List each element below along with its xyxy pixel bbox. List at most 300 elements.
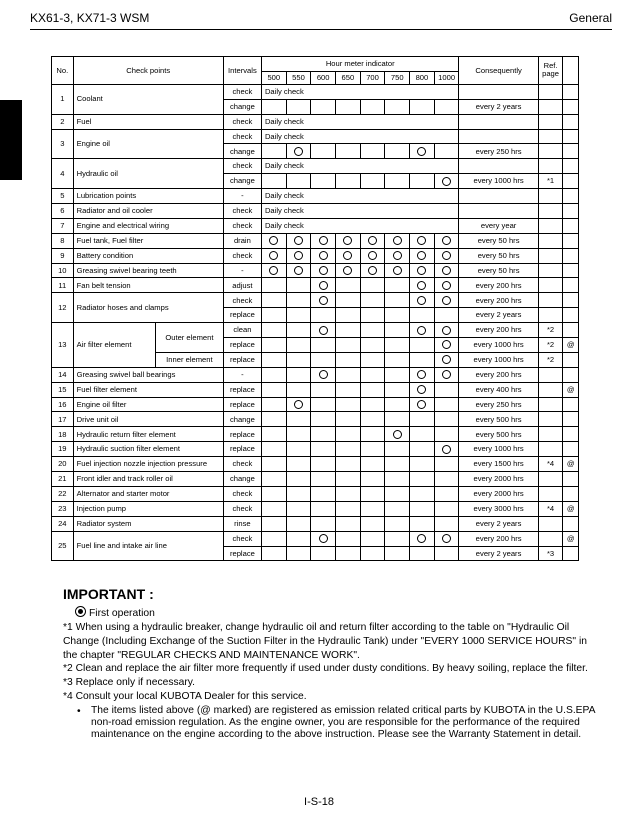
- maintenance-circle-icon: [417, 296, 426, 305]
- hour-slot-cell: [261, 323, 286, 338]
- hour-slot-cell: [311, 546, 336, 561]
- maintenance-circle-icon: [442, 326, 451, 335]
- hour-slot-cell: [410, 248, 435, 263]
- check-point: Fuel injection nozzle injection pressure: [73, 457, 223, 472]
- emission-mark-cell: [563, 412, 579, 427]
- row-number: 23: [52, 501, 74, 516]
- hour-slot-cell: [385, 457, 410, 472]
- hour-slot-cell: [336, 442, 361, 457]
- table-row: [52, 427, 579, 442]
- ref-page-cell: *4: [538, 457, 563, 472]
- hour-slot-cell: [434, 174, 459, 189]
- maintenance-circle-icon: [442, 266, 451, 275]
- emission-mark-cell: [563, 114, 579, 129]
- hour-slot-cell: [410, 486, 435, 501]
- daily-check-cell: Daily check: [261, 84, 459, 99]
- hour-slot-cell: [434, 352, 459, 367]
- page-header: [30, 9, 612, 30]
- hour-slot-cell: [261, 501, 286, 516]
- maintenance-circle-icon: [417, 281, 426, 290]
- consequently-cell: every year: [459, 218, 538, 233]
- hour-slot-cell: [410, 382, 435, 397]
- hour-slot-cell: [360, 501, 385, 516]
- hour-slot-cell: [311, 323, 336, 338]
- check-point: Engine oil filter: [73, 397, 223, 412]
- maintenance-circle-icon: [417, 266, 426, 275]
- maintenance-circle-icon: [368, 251, 377, 260]
- interval-cell: check: [223, 531, 261, 546]
- maintenance-circle-icon: [417, 370, 426, 379]
- hour-slot-cell: [286, 427, 311, 442]
- hour-slot-cell: [385, 248, 410, 263]
- interval-cell: -: [223, 189, 261, 204]
- hour-slot-cell: [434, 308, 459, 323]
- hour-slot-cell: [286, 323, 311, 338]
- emission-mark-cell: [563, 99, 579, 114]
- consequently-cell: every 250 hrs: [459, 144, 538, 159]
- interval-cell: check: [223, 129, 261, 144]
- interval-cell: check: [223, 204, 261, 219]
- table-row: [52, 412, 579, 427]
- ref-page-cell: [538, 308, 563, 323]
- hour-slot-cell: [360, 352, 385, 367]
- interval-cell: change: [223, 472, 261, 487]
- emission-mark-cell: @: [563, 382, 579, 397]
- consequently-cell: [459, 84, 538, 99]
- emission-mark-cell: @: [563, 338, 579, 353]
- ref-page-cell: [538, 159, 563, 174]
- ref-page-cell: [538, 531, 563, 546]
- interval-cell: check: [223, 457, 261, 472]
- section-title: General: [569, 11, 612, 25]
- hour-slot-cell: [311, 427, 336, 442]
- emission-mark-cell: @: [563, 457, 579, 472]
- maintenance-circle-icon: [442, 236, 451, 245]
- hour-slot-cell: [385, 501, 410, 516]
- hour-slot-cell: [385, 352, 410, 367]
- interval-cell: change: [223, 99, 261, 114]
- hour-slot-cell: [261, 308, 286, 323]
- check-point: Fan belt tension: [73, 278, 223, 293]
- hour-slot-cell: [410, 293, 435, 308]
- hour-slot-cell: [286, 531, 311, 546]
- interval-cell: -: [223, 367, 261, 382]
- hour-slot-cell: [410, 531, 435, 546]
- check-point: Hydraulic oil: [73, 159, 223, 189]
- hour-slot-cell: [311, 99, 336, 114]
- hour-slot-cell: [261, 263, 286, 278]
- hour-slot-cell: [311, 397, 336, 412]
- row-number: 17: [52, 412, 74, 427]
- hour-slot-cell: [410, 338, 435, 353]
- check-point: Alternator and starter motor: [73, 486, 223, 501]
- hour-slot-cell: [434, 263, 459, 278]
- hour-slot-cell: [336, 427, 361, 442]
- consequently-cell: every 2 years: [459, 516, 538, 531]
- hour-slot-cell: [434, 427, 459, 442]
- hour-slot-cell: [410, 352, 435, 367]
- header-hour-meter: Hour meter indicator: [261, 57, 459, 72]
- emission-mark-cell: [563, 84, 579, 99]
- maintenance-circle-icon: [294, 266, 303, 275]
- check-sub-point: Inner element: [155, 352, 223, 367]
- hour-slot-cell: [336, 278, 361, 293]
- hour-slot-cell: [311, 308, 336, 323]
- check-point: Radiator hoses and clamps: [73, 293, 223, 323]
- hour-slot-cell: [385, 338, 410, 353]
- consequently-cell: every 200 hrs: [459, 278, 538, 293]
- hour-slot-cell: [360, 233, 385, 248]
- consequently-cell: every 2 years: [459, 308, 538, 323]
- ref-page-cell: [538, 397, 563, 412]
- check-point: Greasing swivel bearing teeth: [73, 263, 223, 278]
- maintenance-circle-icon: [319, 534, 328, 543]
- hour-slot-cell: [360, 546, 385, 561]
- row-number: 21: [52, 472, 74, 487]
- hour-slot-cell: [311, 367, 336, 382]
- hour-cell: 800: [410, 71, 435, 84]
- notes-title: IMPORTANT :: [63, 586, 154, 602]
- emission-mark-cell: [563, 442, 579, 457]
- row-number: 7: [52, 218, 74, 233]
- ref-page-cell: [538, 129, 563, 144]
- interval-cell: -: [223, 263, 261, 278]
- hour-slot-cell: [336, 382, 361, 397]
- ref-page-cell: [538, 412, 563, 427]
- page-number: I-S-18: [304, 796, 334, 808]
- interval-cell: replace: [223, 397, 261, 412]
- interval-cell: replace: [223, 442, 261, 457]
- section-tab-marker: [0, 100, 22, 180]
- maintenance-circle-icon: [319, 326, 328, 335]
- hour-slot-cell: [261, 546, 286, 561]
- hour-slot-cell: [434, 99, 459, 114]
- interval-cell: check: [223, 486, 261, 501]
- hour-slot-cell: [385, 233, 410, 248]
- maintenance-circle-icon: [417, 236, 426, 245]
- table-row: [52, 263, 579, 278]
- hour-slot-cell: [261, 427, 286, 442]
- hour-slot-cell: [360, 412, 385, 427]
- table-row: [52, 84, 579, 99]
- maintenance-circle-icon: [442, 355, 451, 364]
- check-point: Air filter element: [73, 323, 155, 368]
- maintenance-circle-icon: [442, 296, 451, 305]
- interval-cell: change: [223, 144, 261, 159]
- maintenance-circle-icon: [417, 326, 426, 335]
- header-consequently: Consequently: [459, 57, 538, 85]
- hour-slot-cell: [261, 397, 286, 412]
- maintenance-circle-icon: [417, 385, 426, 394]
- hour-slot-cell: [410, 144, 435, 159]
- consequently-cell: every 400 hrs: [459, 382, 538, 397]
- ref-page-cell: [538, 486, 563, 501]
- check-point: Greasing swivel ball bearings: [73, 367, 223, 382]
- ref-page-cell: [538, 382, 563, 397]
- maintenance-circle-icon: [319, 370, 328, 379]
- hour-slot-cell: [286, 278, 311, 293]
- table-row: [52, 129, 579, 144]
- hour-slot-cell: [410, 263, 435, 278]
- table-row: [52, 189, 579, 204]
- consequently-cell: every 200 hrs: [459, 531, 538, 546]
- emission-mark-cell: [563, 486, 579, 501]
- emission-mark-cell: [563, 472, 579, 487]
- hour-slot-cell: [311, 501, 336, 516]
- emission-mark-cell: [563, 263, 579, 278]
- table-row: [52, 397, 579, 412]
- hour-slot-cell: [360, 427, 385, 442]
- hour-slot-cell: [385, 174, 410, 189]
- hour-slot-cell: [336, 338, 361, 353]
- check-point: Fuel line and intake air line: [73, 531, 223, 561]
- ref-page-cell: [538, 99, 563, 114]
- maintenance-circle-icon: [393, 430, 402, 439]
- interval-cell: check: [223, 159, 261, 174]
- hour-cell: 750: [385, 71, 410, 84]
- hour-slot-cell: [360, 293, 385, 308]
- hour-slot-cell: [385, 278, 410, 293]
- hour-slot-cell: [311, 472, 336, 487]
- hour-slot-cell: [311, 382, 336, 397]
- check-point: Hydraulic return filter element: [73, 427, 223, 442]
- emission-mark-cell: [563, 367, 579, 382]
- hour-slot-cell: [311, 144, 336, 159]
- hour-cell: 700: [360, 71, 385, 84]
- check-point: Coolant: [73, 84, 223, 114]
- consequently-cell: every 50 hrs: [459, 233, 538, 248]
- hour-slot-cell: [434, 144, 459, 159]
- emission-mark-cell: [563, 427, 579, 442]
- hour-slot-cell: [336, 99, 361, 114]
- ref-page-cell: *2: [538, 323, 563, 338]
- ref-page-cell: [538, 293, 563, 308]
- row-number: 19: [52, 442, 74, 457]
- table-row: [52, 293, 579, 308]
- ref-page-cell: [538, 114, 563, 129]
- table-row: [52, 486, 579, 501]
- row-number: 5: [52, 189, 74, 204]
- hour-slot-cell: [336, 293, 361, 308]
- hour-slot-cell: [360, 174, 385, 189]
- consequently-cell: every 200 hrs: [459, 367, 538, 382]
- check-point: Battery condition: [73, 248, 223, 263]
- hour-slot-cell: [261, 516, 286, 531]
- interval-cell: check: [223, 114, 261, 129]
- consequently-cell: every 1000 hrs: [459, 174, 538, 189]
- ref-page-cell: [538, 472, 563, 487]
- table-row: [52, 472, 579, 487]
- hour-slot-cell: [434, 397, 459, 412]
- hour-slot-cell: [434, 457, 459, 472]
- hour-slot-cell: [360, 472, 385, 487]
- hour-slot-cell: [286, 352, 311, 367]
- hour-slot-cell: [336, 248, 361, 263]
- row-number: 22: [52, 486, 74, 501]
- hour-slot-cell: [410, 99, 435, 114]
- hour-slot-cell: [410, 278, 435, 293]
- consequently-cell: every 50 hrs: [459, 248, 538, 263]
- interval-cell: change: [223, 174, 261, 189]
- maintenance-circle-icon: [269, 266, 278, 275]
- consequently-cell: every 3000 hrs: [459, 501, 538, 516]
- hour-slot-cell: [311, 174, 336, 189]
- hour-slot-cell: [434, 323, 459, 338]
- hour-slot-cell: [410, 397, 435, 412]
- hour-slot-cell: [360, 457, 385, 472]
- hour-slot-cell: [336, 472, 361, 487]
- emission-mark-cell: [563, 189, 579, 204]
- ref-page-cell: [538, 442, 563, 457]
- hour-slot-cell: [410, 174, 435, 189]
- hour-slot-cell: [261, 352, 286, 367]
- maintenance-circle-icon: [442, 445, 451, 454]
- interval-cell: drain: [223, 233, 261, 248]
- table-row: [52, 248, 579, 263]
- daily-check-cell: Daily check: [261, 218, 459, 233]
- hour-slot-cell: [286, 338, 311, 353]
- table-row: [52, 233, 579, 248]
- emission-mark-cell: @: [563, 501, 579, 516]
- hour-slot-cell: [410, 516, 435, 531]
- hour-slot-cell: [410, 472, 435, 487]
- hour-slot-cell: [261, 382, 286, 397]
- hour-slot-cell: [286, 516, 311, 531]
- hour-slot-cell: [434, 531, 459, 546]
- hour-slot-cell: [311, 486, 336, 501]
- hour-slot-cell: [410, 308, 435, 323]
- emission-mark-cell: [563, 293, 579, 308]
- interval-cell: check: [223, 84, 261, 99]
- check-point: Radiator system: [73, 516, 223, 531]
- hour-slot-cell: [261, 248, 286, 263]
- hour-slot-cell: [286, 174, 311, 189]
- hour-slot-cell: [336, 233, 361, 248]
- hour-slot-cell: [434, 472, 459, 487]
- ref-page-cell: [538, 367, 563, 382]
- hour-slot-cell: [385, 308, 410, 323]
- important-notes: [63, 585, 603, 741]
- interval-cell: replace: [223, 352, 261, 367]
- hour-slot-cell: [261, 174, 286, 189]
- hour-cell: 500: [261, 71, 286, 84]
- hour-slot-cell: [286, 501, 311, 516]
- hour-slot-cell: [311, 457, 336, 472]
- hour-slot-cell: [434, 501, 459, 516]
- emission-mark-cell: @: [563, 531, 579, 546]
- emission-mark-cell: [563, 144, 579, 159]
- hour-slot-cell: [286, 248, 311, 263]
- hour-slot-cell: [336, 412, 361, 427]
- hour-slot-cell: [434, 248, 459, 263]
- hour-slot-cell: [286, 442, 311, 457]
- consequently-cell: every 500 hrs: [459, 427, 538, 442]
- hour-slot-cell: [286, 99, 311, 114]
- hour-slot-cell: [286, 293, 311, 308]
- hour-slot-cell: [311, 516, 336, 531]
- maintenance-circle-icon: [319, 266, 328, 275]
- hour-slot-cell: [434, 442, 459, 457]
- hour-slot-cell: [286, 457, 311, 472]
- consequently-cell: every 1000 hrs: [459, 442, 538, 457]
- interval-cell: replace: [223, 546, 261, 561]
- table-row: [52, 204, 579, 219]
- hour-slot-cell: [311, 442, 336, 457]
- hour-slot-cell: [336, 486, 361, 501]
- maintenance-circle-icon: [294, 236, 303, 245]
- ref-page-cell: *3: [538, 546, 563, 561]
- hour-cell: 550: [286, 71, 311, 84]
- maintenance-circle-icon: [417, 534, 426, 543]
- row-number: 10: [52, 263, 74, 278]
- hour-slot-cell: [434, 546, 459, 561]
- row-number: 11: [52, 278, 74, 293]
- hour-slot-cell: [336, 308, 361, 323]
- hour-slot-cell: [286, 472, 311, 487]
- hour-slot-cell: [336, 531, 361, 546]
- hour-slot-cell: [410, 412, 435, 427]
- hour-slot-cell: [286, 233, 311, 248]
- hour-slot-cell: [311, 338, 336, 353]
- note-4: *4 Consult your local KUBOTA Dealer for this service.: [63, 691, 307, 703]
- interval-cell: change: [223, 412, 261, 427]
- hour-slot-cell: [410, 233, 435, 248]
- hour-slot-cell: [311, 263, 336, 278]
- hour-cell: 600: [311, 71, 336, 84]
- check-point: Engine oil: [73, 129, 223, 159]
- hour-slot-cell: [311, 531, 336, 546]
- check-point: Fuel: [73, 114, 223, 129]
- consequently-cell: every 2 years: [459, 99, 538, 114]
- hour-slot-cell: [360, 278, 385, 293]
- consequently-cell: every 2000 hrs: [459, 486, 538, 501]
- note-3: *3 Replace only if necessary.: [63, 677, 196, 689]
- hour-slot-cell: [434, 516, 459, 531]
- interval-cell: replace: [223, 427, 261, 442]
- hour-slot-cell: [434, 293, 459, 308]
- maintenance-table: [51, 56, 579, 561]
- check-point: Radiator and oil cooler: [73, 204, 223, 219]
- emission-mark-cell: [563, 218, 579, 233]
- hour-slot-cell: [434, 233, 459, 248]
- ref-page-cell: *1: [538, 174, 563, 189]
- hour-slot-cell: [385, 472, 410, 487]
- hour-slot-cell: [360, 516, 385, 531]
- hour-slot-cell: [360, 144, 385, 159]
- ref-page-cell: [538, 516, 563, 531]
- emission-mark-cell: [563, 323, 579, 338]
- maintenance-circle-icon: [294, 251, 303, 260]
- maintenance-circle-icon: [442, 177, 451, 186]
- hour-slot-cell: [385, 367, 410, 382]
- ref-page-cell: [538, 144, 563, 159]
- maintenance-circle-icon: [269, 236, 278, 245]
- consequently-cell: every 200 hrs: [459, 293, 538, 308]
- hour-slot-cell: [410, 323, 435, 338]
- ref-page-cell: [538, 233, 563, 248]
- hour-slot-cell: [360, 308, 385, 323]
- hour-slot-cell: [360, 338, 385, 353]
- hour-slot-cell: [261, 367, 286, 382]
- maintenance-circle-icon: [417, 400, 426, 409]
- ref-page-cell: [538, 204, 563, 219]
- row-number: 20: [52, 457, 74, 472]
- hour-slot-cell: [286, 486, 311, 501]
- hour-slot-cell: [385, 486, 410, 501]
- table-row: [52, 516, 579, 531]
- hour-slot-cell: [410, 442, 435, 457]
- manual-title: KX61-3, KX71-3 WSM: [30, 11, 150, 25]
